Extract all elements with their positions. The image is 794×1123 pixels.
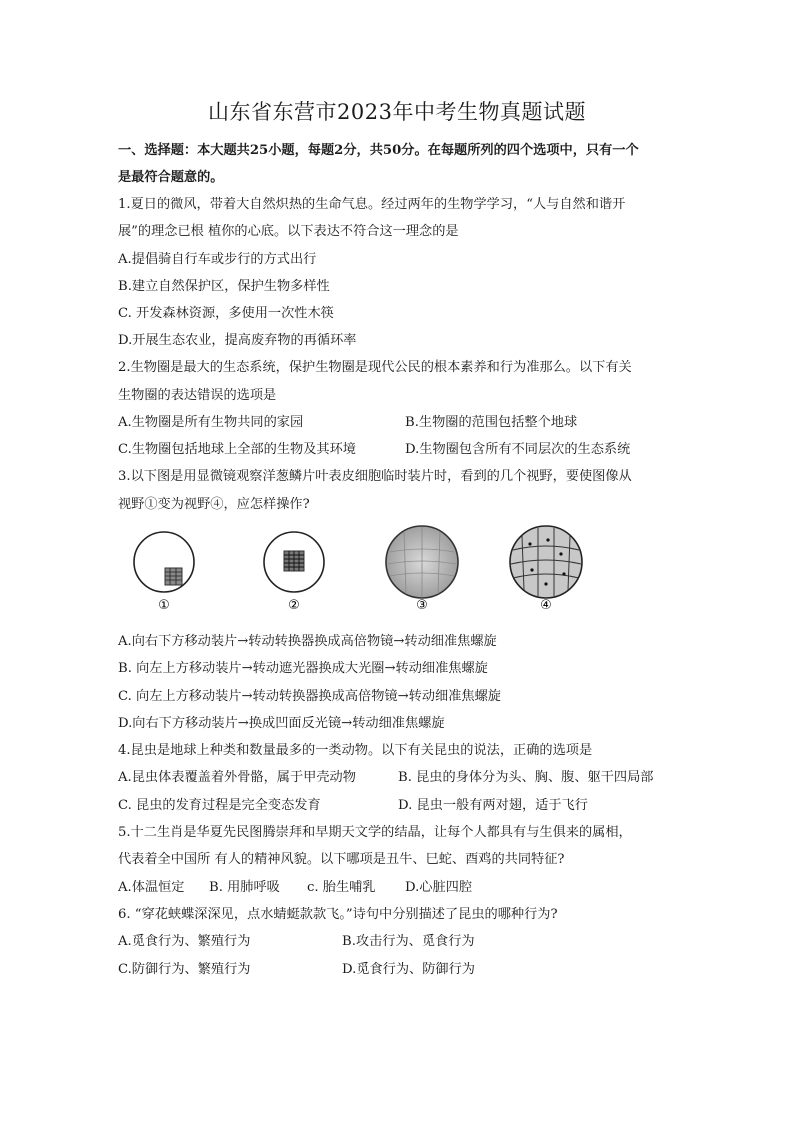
q2-option-a: A.生物圈是所有生物共同的家园 xyxy=(118,415,304,430)
q5-option-d: D.心脏四腔 xyxy=(405,880,473,895)
q5-option-c: c. 胎生哺乳 xyxy=(307,880,376,895)
q3-stem-line1: 3.以下图是用显微镜观察洋葱鳞片叶表皮细胞临时装片时，看到的几个视野，要使图像从 xyxy=(118,469,632,484)
view-2-label: ② xyxy=(288,598,300,613)
q6-option-a: A.觅食行为、繁殖行为 xyxy=(118,934,251,949)
microscope-view-4 xyxy=(508,524,584,618)
q2-stem-line1: 2.生物圈是最大的生态系统，保护生物圈是现代公民的根本素养和行为准那么。以下有关 xyxy=(118,360,632,375)
q2-stem-line2: 生物圈的表达错误的选项是 xyxy=(118,388,277,403)
q5-stem-line1: 5.十二生肖是华夏先民图腾崇拜和早期天文学的结晶，让每个人都具有与生俱来的属相， xyxy=(118,825,632,840)
q6-option-b: B.攻击行为、觅食行为 xyxy=(342,934,475,949)
q1-stem-line2: 展”的理念已根 植你的心底。以下表达不符合这一理念的是 xyxy=(118,224,459,239)
microscope-view-3 xyxy=(384,524,460,618)
microscope-view-1 xyxy=(132,524,196,618)
q4-option-a: A.昆虫体表覆盖着外骨骼，属于甲壳动物 xyxy=(118,770,356,785)
q1-option-d: D.开展生态农业，提高废弃物的再循环率 xyxy=(118,333,357,348)
page-title: 山东省东营市2023年中考生物真题试题 xyxy=(208,100,586,124)
q1-stem-line1: 1.夏日的微风，带着大自然炽热的生命气息。经过两年的生物学学习，“人与自然和谐开 xyxy=(118,197,626,212)
q2-option-b: B.生物圈的范围包括整个地球 xyxy=(405,415,578,430)
q2-option-d: D.生物圈包含所有不同层次的生态系统 xyxy=(405,442,631,457)
q1-option-c: C. 开发森林资源，多使用一次性木筷 xyxy=(118,306,334,321)
q4-option-d: D. 昆虫一般有两对翅，适于飞行 xyxy=(398,798,588,813)
q1-option-a: A.提倡骑自行车或步行的方式出行 xyxy=(118,252,317,267)
section-instruction-line2: 是最符合题意的。 xyxy=(118,170,224,185)
q5-stem-line2: 代表着全中国所 有人的精神风貌。以下哪项是丑牛、巳蛇、酉鸡的共同特征? xyxy=(118,852,565,867)
q3-option-a: A.向右下方移动装片→转动转换器换成高倍物镜→转动细准焦螺旋 xyxy=(118,634,497,649)
microscope-view-2 xyxy=(262,524,326,618)
q3-option-c: C. 向左上方移动装片→转动转换器换成高倍物镜→转动细准焦螺旋 xyxy=(118,689,501,704)
q6-option-c: C.防御行为、繁殖行为 xyxy=(118,962,251,977)
q4-option-b: B. 昆虫的身体分为头、胸、腹、躯干四局部 xyxy=(398,770,654,785)
q4-option-c: C. 昆虫的发育过程是完全变态发育 xyxy=(118,798,321,813)
view-1-label: ① xyxy=(158,598,170,613)
q3-option-d: D.向右下方移动装片→换成凹面反光镜→转动细准焦螺旋 xyxy=(118,716,445,731)
q5-option-a: A.体温恒定 xyxy=(118,880,185,895)
q2-option-c: C.生物圈包括地球上全部的生物及其环境 xyxy=(118,442,356,457)
q6-stem: 6. “穿花蛱蝶深深见，点水蜻蜓款款飞。”诗句中分别描述了昆虫的哪种行为? xyxy=(118,907,558,922)
q6-option-d: D.觅食行为、防御行为 xyxy=(342,962,475,977)
q3-option-b: B. 向左上方移动装片→转动遮光器换成大光圈→转动细准焦螺旋 xyxy=(118,661,488,676)
q4-stem: 4.昆虫是地球上种类和数量最多的一类动物。以下有关昆虫的说法，正确的选项是 xyxy=(118,743,593,758)
q5-option-b: B. 用肺呼吸 xyxy=(209,880,280,895)
q1-option-b: B.建立自然保护区，保护生物多样性 xyxy=(118,279,330,294)
view-4-label: ④ xyxy=(540,598,552,613)
q3-stem-line2: 视野①变为视野④，应怎样操作? xyxy=(118,497,310,512)
section-instruction-line1: 一、选择题：本大题共25小题，每题2分，共50分。在每题所列的四个选项中，只有一个 xyxy=(118,143,639,158)
view-3-label: ③ xyxy=(416,598,428,613)
